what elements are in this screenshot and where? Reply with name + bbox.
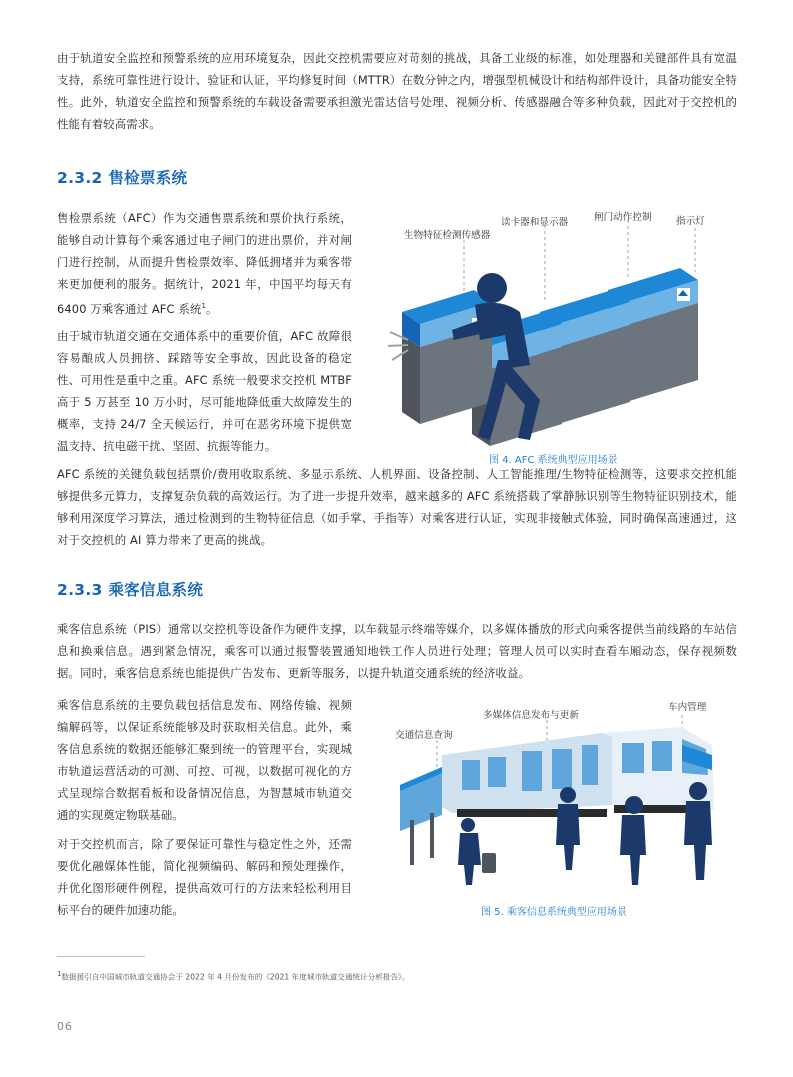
pis-paragraph-2: 乘客信息系统的主要负载包括信息发布、网络传输、视频编解码等，以保证系统能够及时获取相关信息。此外，乘客信息系统的数据还能够汇聚到统一的管理平台，实现城市轨道运营活动的可测、可控、可视，以数据可视化的方式呈现综合数据看板和设备情况信息，为智慧城市轨道交通的实现奠定物联基础。: [57, 698, 352, 822]
info-board: [400, 767, 442, 865]
page-number: 06: [57, 1020, 73, 1033]
label-gate-control: 闸门动作控制: [594, 212, 652, 223]
footnote-ref: 1: [201, 302, 207, 310]
intro-paragraph: 由于轨道安全监控和预警系统的应用环境复杂，因此交控机需要应对苛刻的挑战，具备工业级的标准，如处理器和关键部件具有宽温支持，系统可靠性进行设计、验证和认证，平均修复时间（MTTR）在数分钟之内，增强型机械设计和结构部件设计，具备功能安全特性。此外，轨道安全监控和预警系统的车载设备需要承担激光雷达信号处理、视频分析、传感器融合等多种负载，因此对于交控机的性能有着较高需求。: [57, 51, 737, 131]
label-biometric-sensor: 生物特征检测传感器: [404, 230, 491, 241]
pis-paragraph-3: 对于交控机而言，除了要保证可靠性与稳定性之外，还需要优化融媒体性能，简化视频编码、解码和预处理操作，并优化图形硬件例程，提供高效可行的方法来轻松利用目标平台的硬件加速功能。: [57, 837, 352, 917]
afc-paragraph-1-text: 售检票系统（AFC）作为交通售票系统和票价执行系统，能够自动计算每个乘客通过电子闸门的进出票价，并对闸门进行控制，从而提升售检票效率、降低拥堵并为乘客带来更加便利的服务。据统计，2021 年，中国平均每天有 6400 万乘客通过 AFC 系统: [57, 211, 352, 316]
label-traffic-query: 交通信息查询: [395, 730, 453, 741]
footnote-text: 数据援引自中国城市轨道交通协会于 2022 年 4 月份发布的《2021 年度城市轨道交通统计分析报告》。: [61, 972, 410, 982]
label-in-car-management: 车内管理: [668, 702, 707, 713]
pis-train-illustration: [382, 695, 737, 895]
footnote-divider: [57, 956, 145, 957]
section-heading-pis: 2.3.3 乘客信息系统: [57, 581, 204, 599]
footnote: [57, 970, 409, 983]
afc-paragraph-2: 由于城市轨道交通在交通体系中的重要价值，AFC 故障很容易酿成人员拥挤、踩踏等安全事故，因此设备的稳定性、可用性是重中之重。AFC 系统一般要求交控机 MTBF 高于 5 万甚至 10 万小时，尽可能地降低重大故障发生的概率，支持 24/7 全天候运行，并可在恶劣环境下提供宽温支持、抗电磁干扰、坚固、抗振等能力。: [57, 329, 352, 453]
label-indicator-light: 指示灯: [676, 216, 705, 227]
figure-4-caption: 图 4. AFC 系统典型应用场景: [489, 455, 618, 466]
afc-paragraph-3: AFC 系统的关键负载包括票价/费用收取系统、多显示系统、人机界面、设备控制、人工智能推理/生物特征检测等，这要求交控机能够提供多元算力，支撑复杂负载的高效运行。为了进一步提升效率，越来越多的 AFC 系统搭载了掌静脉识别等生物特征识别技术，能够利用深度学习算法，通过检测到的生物特征信息（如手掌、手指等）对乘客进行认证，实现非接触式体验，同时确保高速通过，这对于交控机的 AI 算力带来了更高的挑战。: [57, 467, 737, 547]
afc-paragraph-1-end: 。: [206, 301, 218, 316]
label-multimedia: 多媒体信息发布与更新: [483, 710, 579, 721]
label-card-reader: 读卡器和显示器: [501, 217, 569, 228]
afc-paragraph-1: [57, 207, 352, 320]
footnote-mark: 1: [57, 970, 62, 978]
pis-figure: [382, 695, 737, 895]
afc-figure: [380, 200, 730, 465]
section-heading-afc: 2.3.2 售检票系统: [57, 169, 188, 187]
figure-5-caption: 图 5. 乘客信息系统典型应用场景: [481, 907, 627, 918]
pis-paragraph-1: 乘客信息系统（PIS）通常以交控机等设备作为硬件支撑，以车载显示终端等媒介，以多媒体播放的形式向乘客提供当前线路的车站信息和换乘信息。遇到紧急情况，乘客可以通过报警装置通知地铁工作人员进行处理；管理人员可以实时查看车厢动态，保存视频数据。同时，乘客信息系统也能提供广告发布、更新等服务，以提升轨道交通系统的经济收益。: [57, 622, 737, 680]
